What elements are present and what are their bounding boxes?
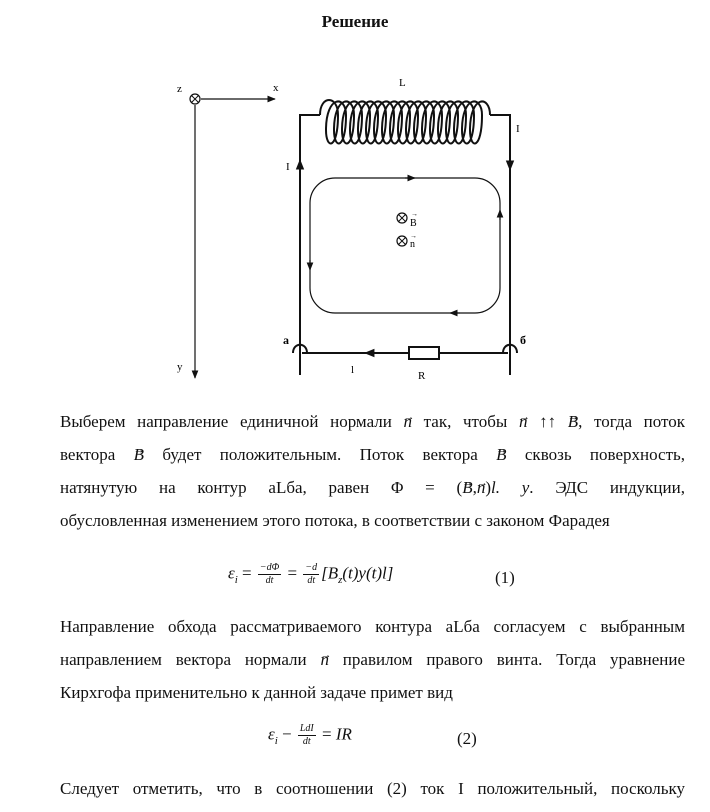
corner-a-label: а xyxy=(283,333,289,347)
p2-line-2: направлением вектора нормали n → правилом правого винта. Тогда уравнение xyxy=(60,643,685,676)
paragraph-3 xyxy=(60,772,685,805)
y-axis-label: y xyxy=(177,361,183,373)
inductor-coil xyxy=(320,100,490,144)
p1-line-2: вектора B → будет положительным. Поток вектора B → сквозь поверхность, xyxy=(60,438,685,471)
resistor xyxy=(409,347,439,359)
equation-number-2: (2) xyxy=(457,729,477,748)
section-title: Решение xyxy=(321,12,389,31)
vector-n: n → xyxy=(404,412,413,431)
p1-line-4: обусловленная изменением этого потока, в соответствии с законом Фарадея xyxy=(60,511,610,530)
p2-line-3: Кирхгофа применительно к данной задаче примет вид xyxy=(60,683,453,702)
formula-2: $\varepsilon_i$ − $\frac{\text{LdI}}{dt}$ = IR xyxy=(268,723,352,747)
current-label-left: I xyxy=(286,161,290,173)
paragraph-1 xyxy=(60,405,685,537)
length-label: l xyxy=(351,364,355,376)
paragraph-2 xyxy=(60,610,685,709)
svg-text:→: → xyxy=(410,232,417,240)
coil-label: L xyxy=(399,77,406,89)
normal-n-symbol xyxy=(397,232,417,250)
z-axis-label: z xyxy=(177,83,182,95)
p3-line-1: Следует отметить, что в соотношении (2) ток I положительный, поскольку xyxy=(60,779,685,798)
p1-line-1: Выберем направление единичной нормали n → так, чтобы n → ↑↑ B →, тогда поток xyxy=(60,405,685,438)
vector-b: B → xyxy=(134,445,144,464)
fraction-dphi-dt: $\frac{-d\Phi}{dt}$ xyxy=(259,562,280,586)
p1-line-3: натянутую на контур аLба, равен Φ = (B →,n →)l. y. ЭДС индукции, xyxy=(60,471,685,504)
fraction-ldi-dt: $\frac{\text{LdI}}{dt}$ xyxy=(299,723,314,747)
circuit-figure xyxy=(165,70,535,385)
vector-n: n → xyxy=(320,650,329,669)
vector-n: n → xyxy=(477,478,486,497)
coordinate-axes xyxy=(177,82,279,378)
formula-1: $\varepsilon_i$ = $\frac{-d\Phi}{dt}$ = $\frac{-d}{dt}$ $[B_z(t)y(t)l]$ xyxy=(228,562,394,586)
field-b-label: B xyxy=(410,218,417,229)
vector-b: B → xyxy=(496,445,506,464)
field-b-symbol xyxy=(397,210,418,229)
svg-text:→: → xyxy=(411,210,418,218)
x-axis-label: x xyxy=(273,82,279,94)
vector-b: B → xyxy=(568,412,578,431)
vector-b: B → xyxy=(462,478,472,497)
normal-n-label: n xyxy=(410,239,415,250)
corner-b-label: б xyxy=(520,333,526,347)
fraction-d-dt: $\frac{-d}{dt}$ xyxy=(305,562,318,586)
vector-n: n → xyxy=(519,412,528,431)
resistor-label: R xyxy=(418,370,426,382)
current-label-right: I xyxy=(516,123,520,135)
p2-line-1: Направление обхода рассматриваемого контура аLба согласуем с выбранным xyxy=(60,617,685,636)
equation-number-1: (1) xyxy=(495,568,515,587)
